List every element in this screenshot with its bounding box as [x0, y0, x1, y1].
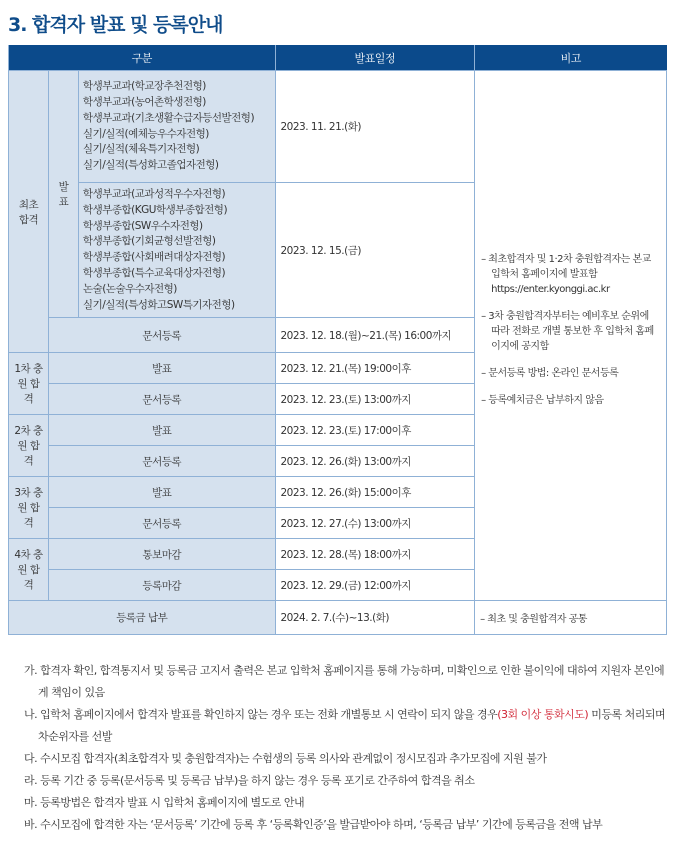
schedule-table [8, 45, 667, 635]
group-b-date: 2023. 12. 15.(금) [275, 183, 475, 318]
announce-label: 발표 [48, 71, 78, 318]
round-label: 문서등록 [48, 384, 275, 415]
round-date: 2023. 12. 26.(화) 15:00이후 [275, 477, 475, 508]
round-2-label: 2차 충원 합격 [9, 415, 49, 477]
group-b-list: 학생부교과(교과성적우수자전형) 학생부종합(KGU학생부종합전형) 학생부종합(SW우수자전형) 학생부종합(기회균형선발전형) 학생부종합(사회배려대상자전형) 학생부종합(특수교육대상자전형) 논술(논술우수자전형) 실기/실적(특성화고SW특기자전형) [78, 183, 275, 318]
round-label: 문서등록 [48, 446, 275, 477]
note-ma: 마. 등록방법은 합격자 발표 시 입학처 홈페이지에 별도로 안내 [24, 796, 305, 809]
round-date: 2023. 12. 23.(토) 17:00이후 [275, 415, 475, 446]
section-title: 3. 합격자 발표 및 등록안내 [8, 14, 223, 36]
round-date: 2023. 12. 28.(목) 18:00까지 [275, 539, 475, 570]
fee-label: 등록금 납부 [9, 601, 276, 635]
round-label: 통보마감 [48, 539, 275, 570]
note-ra: 라. 등록 기간 중 등록(문서등록 및 등록금 납부)을 하지 않는 경우 등록 포기로 간주하여 합격을 취소 [24, 774, 475, 787]
round-date: 2023. 12. 26.(화) 13:00까지 [275, 446, 475, 477]
header-date: 발표일정 [275, 45, 475, 71]
note-na-highlight: (3회 이상 통화시도) [497, 708, 589, 721]
fee-note: – 최초 및 충원합격자 공통 [475, 601, 667, 635]
fee-row [9, 601, 667, 635]
fee-date: 2024. 2. 7.(수)~13.(화) [275, 601, 475, 635]
table-row [9, 71, 667, 183]
group-a-date: 2023. 11. 21.(화) [275, 71, 475, 183]
round-label: 발표 [48, 415, 275, 446]
initial-label: 최초 합격 [9, 71, 49, 353]
header-row [9, 45, 667, 71]
round-label: 발표 [48, 353, 275, 384]
round-label: 등록마감 [48, 570, 275, 601]
round-date: 2023. 12. 21.(목) 19:00이후 [275, 353, 475, 384]
note-ba: 바. 수시모집에 합격한 자는 ‘문서등록’ 기간에 등록 후 ‘등록확인증’을 발급받아야 하며, ‘등록금 납부’ 기간에 등록금을 전액 납부 [24, 818, 603, 831]
round-3-label: 3차 충원 합격 [9, 477, 49, 539]
note-ga: 가. 합격자 확인, 합격통지서 및 등록금 고지서 출력은 본교 입학처 홈페이지를 통해 가능하며, 미확인으로 인한 불이익에 대하여 지원자 본인에게 책임이 있음 [24, 664, 665, 699]
header-remarks: 비고 [475, 45, 667, 71]
doc-label: 문서등록 [48, 318, 275, 353]
round-label: 발표 [48, 477, 275, 508]
round-4-label: 4차 충원 합격 [9, 539, 49, 601]
round-label: 문서등록 [48, 508, 275, 539]
note-da: 다. 수시모집 합격자(최초합격자 및 충원합격자)는 수험생의 등록 의사와 관계없이 정시모집과 추가모집에 지원 불가 [24, 752, 547, 765]
header-category: 구분 [9, 45, 276, 71]
round-date: 2023. 12. 23.(토) 13:00까지 [275, 384, 475, 415]
note-na: 나. 입학처 홈페이지에서 합격자 발표를 확인하지 않는 경우 또는 전화 개별통보 시 연락이 되지 않을 경우(3회 이상 통화시도) 미등록 처리되며 차순위자를 선발 [24, 708, 666, 743]
group-a-list: 학생부교과(학교장추천전형) 학생부교과(농어촌학생전형) 학생부교과(기초생활수급자등선발전형) 실기/실적(예체능우수자전형) 실기/실적(체육특기자전형) 실기/실적(특성화고졸업자전형) [78, 71, 275, 183]
notes-list [24, 660, 674, 836]
round-date: 2023. 12. 29.(금) 12:00까지 [275, 570, 475, 601]
round-1-label: 1차 충원 합격 [9, 353, 49, 415]
round-date: 2023. 12. 27.(수) 13:00까지 [275, 508, 475, 539]
doc-date: 2023. 12. 18.(월)~21.(목) 16:00까지 [275, 318, 475, 353]
remarks-cell: – 최초합격자 및 1·2차 충원합격자는 본교 입학처 홈페이지에 발표함 https://enter.kyonggi.ac.kr – 3차 충원합격자부터는 예비후보 순위에 따라 전화로 개별 통보한 후 입학처 홈페이지에 공지함 – 문서등록 방법: 온라인 문서등록 – 등록예치금은 납부하지 않음 [475, 71, 667, 601]
